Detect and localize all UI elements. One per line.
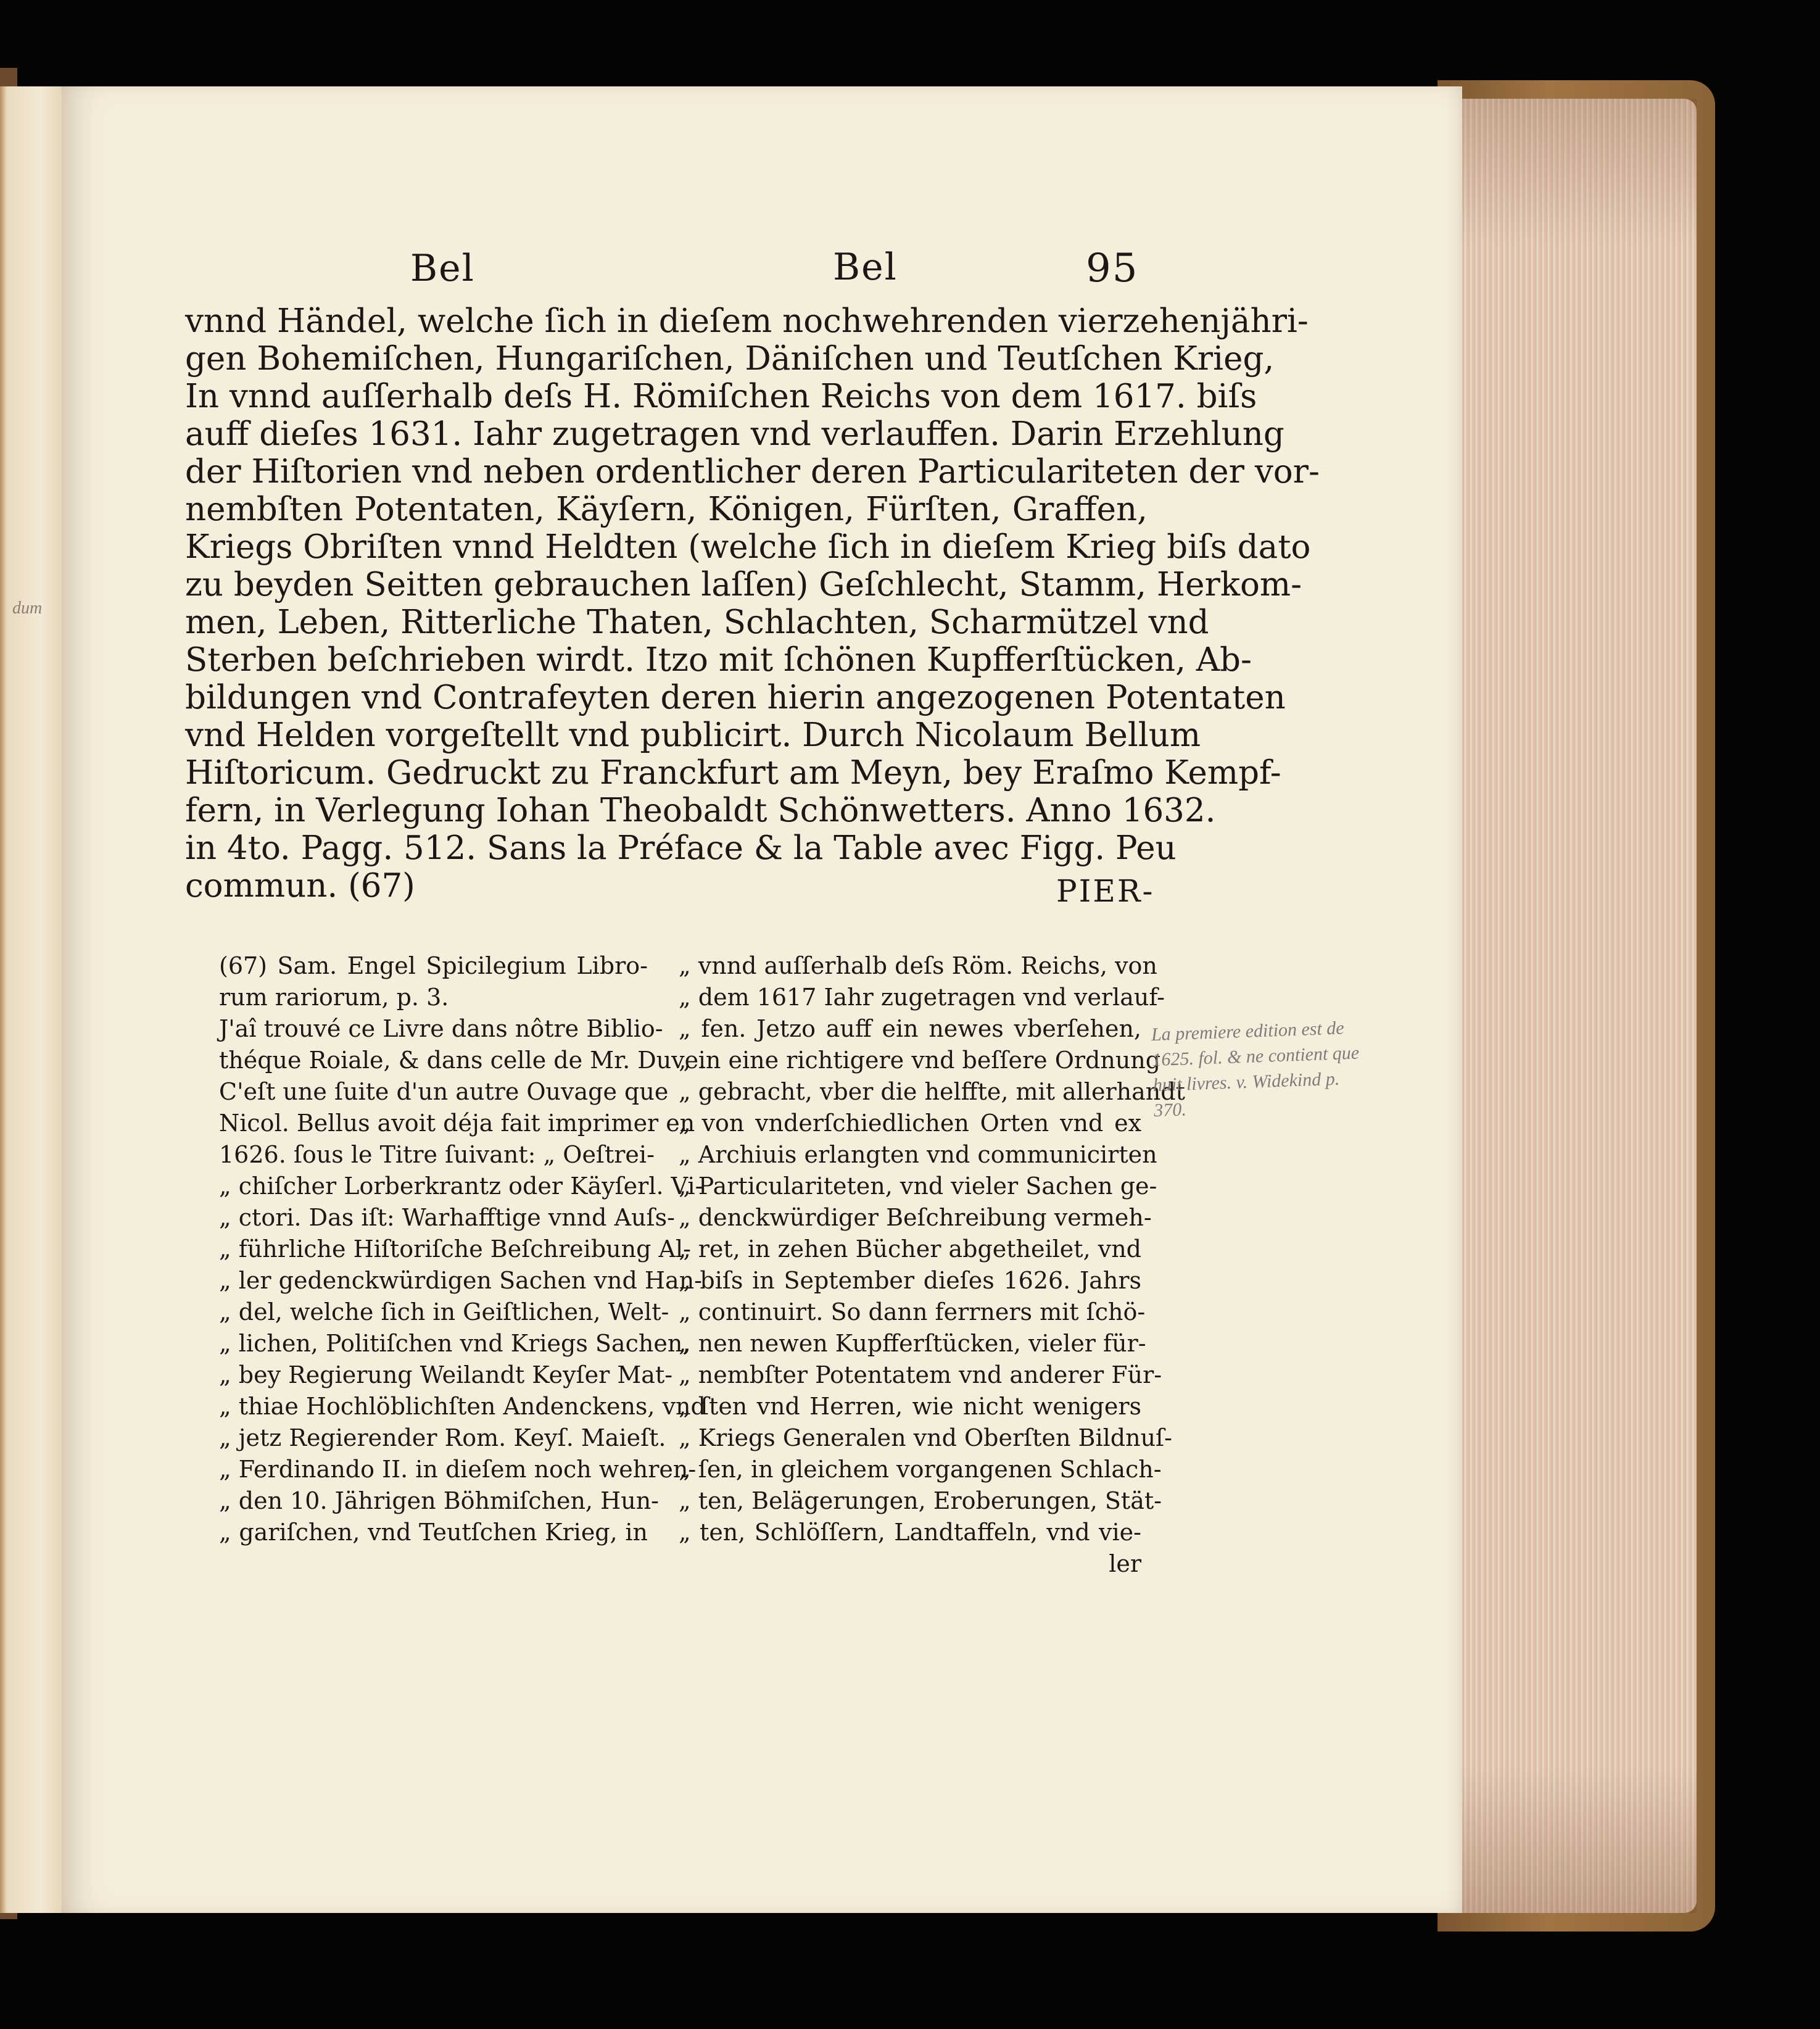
footnote-line: 1626. ſous le Titre ſuivant: „ Oeſtrei- — [219, 1141, 655, 1168]
footnote-line: „ von vnderſchiedlichen Orten vnd ex — [679, 1110, 1141, 1137]
footnote-line: „ ſten vnd Herren, wie nicht wenigers — [679, 1393, 1141, 1420]
body-line: auff dieſes 1631. Iahr zugetragen vnd verlauffen. Darin Erzehlung — [185, 415, 1284, 453]
footnote-line: „ denckwürdiger Beſchreibung vermeh- — [679, 1204, 1152, 1231]
footnote-line: „ nen newen Kupfferſtücken, vieler für- — [679, 1330, 1146, 1357]
footnote-line: „ jetz Regierender Rom. Keyſ. Maieſt. — [219, 1424, 666, 1451]
left-page-fragment: dum — [12, 599, 43, 618]
footnote-column-left — [219, 950, 706, 1548]
footnote-line: „ führliche Hiſtoriſche Beſchreibung Al- — [219, 1235, 691, 1263]
body-line: zu beyden Seitten gebrauchen laſſen) Geſchlecht, Stamm, Herkom- — [185, 566, 1302, 604]
footnote-line: „ fen. Jetzo auff ein newes vberſehen, — [679, 1015, 1141, 1042]
footnote-line: ler — [1109, 1550, 1141, 1577]
footnote-line: „ Archiuis erlangten vnd communicirten — [679, 1141, 1157, 1168]
body-line: nembſten Potentaten, Käyſern, Königen, Fürſten, Graffen, — [185, 491, 1148, 528]
body-line: vnd Helden vorgeſtellt vnd publicirt. Durch Nicolaum Bellum — [185, 716, 1201, 754]
body-line: commun. (67) — [185, 867, 415, 905]
footnote-line: „ biſs in September dieſes 1626. Jahrs — [679, 1267, 1141, 1294]
footnote-line: „ ten, Belägerungen, Eroberungen, Stät- — [679, 1487, 1162, 1514]
page-edge-shade — [1456, 99, 1697, 1913]
footnote-line: „ gariſchen, vnd Teutſchen Krieg, in — [219, 1519, 648, 1546]
body-line: Sterben beſchrieben wirdt. Itzo mit ſchönen Kupfferſtücken, Ab- — [185, 641, 1252, 679]
body-line: fern, in Verlegung Iohan Theobaldt Schönwetters. Anno 1632. — [185, 792, 1216, 829]
footnote-line: „ dem 1617 Iahr zugetragen vnd verlauf- — [679, 984, 1165, 1011]
footnote-line: rum rariorum, p. 3. — [219, 984, 449, 1011]
footnote-line: (67) Sam. Engel Spicilegium Libro- — [219, 952, 648, 979]
footnote-line: „ in eine richtigere vnd beſſere Ordnung — [679, 1047, 1161, 1074]
footnote-line: „ lichen, Politiſchen vnd Kriegs Sachen, — [219, 1330, 690, 1357]
footnote-line: „ Ferdinando II. in dieſem noch wehren- — [219, 1456, 697, 1483]
footnote-line: „ thiae Hochlöblichſten Andenckens, vnd — [219, 1393, 706, 1420]
footnote-line: „ ſen, in gleichem vorgangenen Schlach- — [679, 1456, 1162, 1483]
footnote-line: „ den 10. Jährigen Böhmiſchen, Hun- — [219, 1487, 660, 1514]
body-line: in 4to. Pagg. 512. Sans la Préface & la Table avec Figg. Peu — [185, 829, 1177, 867]
footnote-line: „ del, welche ſich in Geiſtlichen, Welt- — [219, 1298, 669, 1326]
body-line: Kriegs Obriſten vnnd Heldten (welche ſich in dieſem Krieg biſs dato — [185, 528, 1311, 566]
footnote-line: „ gebracht, vber die helffte, mit allerhandt — [679, 1078, 1185, 1105]
page-number: 95 — [1086, 246, 1139, 291]
footnote-line: „ ret, in zehen Bücher abgetheilet, vnd — [679, 1235, 1141, 1263]
body-line: bildungen vnd Contrafeyten deren hierin angezogenen Potentaten — [185, 679, 1286, 716]
footnote-line: „ chiſcher Lorberkrantz oder Käyſerl. Vi- — [219, 1172, 703, 1200]
footnote-line: J'aî trouvé ce Livre dans nôtre Biblio- — [219, 1015, 663, 1042]
main-entry-text — [185, 302, 1320, 905]
footnote-line: C'eſt une ſuite d'un autre Ouvage que — [219, 1078, 669, 1105]
running-head-center: Bel — [833, 246, 898, 289]
catchword: PIER- — [1056, 873, 1155, 909]
handwritten-margin-note — [1151, 1012, 1444, 1123]
footnote-line: „ Kriegs Generalen vnd Oberſten Bildnuſ- — [679, 1424, 1172, 1451]
body-line: men, Leben, Ritterliche Thaten, Schlachten, Scharmützel vnd — [185, 604, 1209, 641]
footnote-line: „ ctori. Das iſt: Warhafftige vnnd Auſs- — [219, 1204, 675, 1231]
footnote-line: „ nembſter Potentatem vnd anderer Für- — [679, 1361, 1162, 1388]
left-page-sliver — [0, 86, 68, 1913]
running-head-left: Bel — [410, 247, 475, 290]
footnote-line: „ ten, Schlöſſern, Landtaffeln, vnd vie- — [679, 1519, 1141, 1546]
body-line: gen Bohemiſchen, Hungariſchen, Däniſchen und Teutſchen Krieg, — [185, 340, 1275, 378]
footnote-line: „ continuirt. So dann ferrners mit ſchö- — [679, 1298, 1146, 1326]
annotation-line: huit livres. v. Widekind p. — [1152, 1068, 1340, 1096]
annotation-line: La premiere edition est de — [1151, 1018, 1345, 1045]
footnote-line: „ vnnd auſſerhalb deſs Röm. Reichs, von — [679, 952, 1157, 979]
body-line: vnnd Händel, welche ſich in dieſem nochwehrenden vierzehenjähri- — [185, 302, 1309, 340]
footnote-line: „ ler gedenckwürdigen Sachen vnd Han- — [219, 1267, 703, 1294]
footnote-line: „ bey Regierung Weilandt Keyſer Mat- — [219, 1361, 673, 1388]
annotation-line: 1625. fol. & ne contient que — [1151, 1042, 1360, 1071]
footnote-line: „ Particulariteten, vnd vieler Sachen ge- — [679, 1172, 1157, 1200]
body-line: der Hiſtorien vnd neben ordentlicher deren Particulariteten der vor- — [185, 453, 1320, 491]
body-line: Hiſtoricum. Gedruckt zu Franckfurt am Meyn, bey Eraſmo Kempf- — [185, 754, 1281, 792]
annotation-line: 370. — [1153, 1099, 1187, 1121]
footnote-line: théque Roiale, & dans celle de Mr. Duve. — [219, 1047, 706, 1074]
body-line: In vnnd auſſerhalb deſs H. Römiſchen Reichs von dem 1617. biſs — [185, 378, 1257, 415]
footnote-line: Nicol. Bellus avoit déja fait imprimer en — [219, 1110, 695, 1137]
